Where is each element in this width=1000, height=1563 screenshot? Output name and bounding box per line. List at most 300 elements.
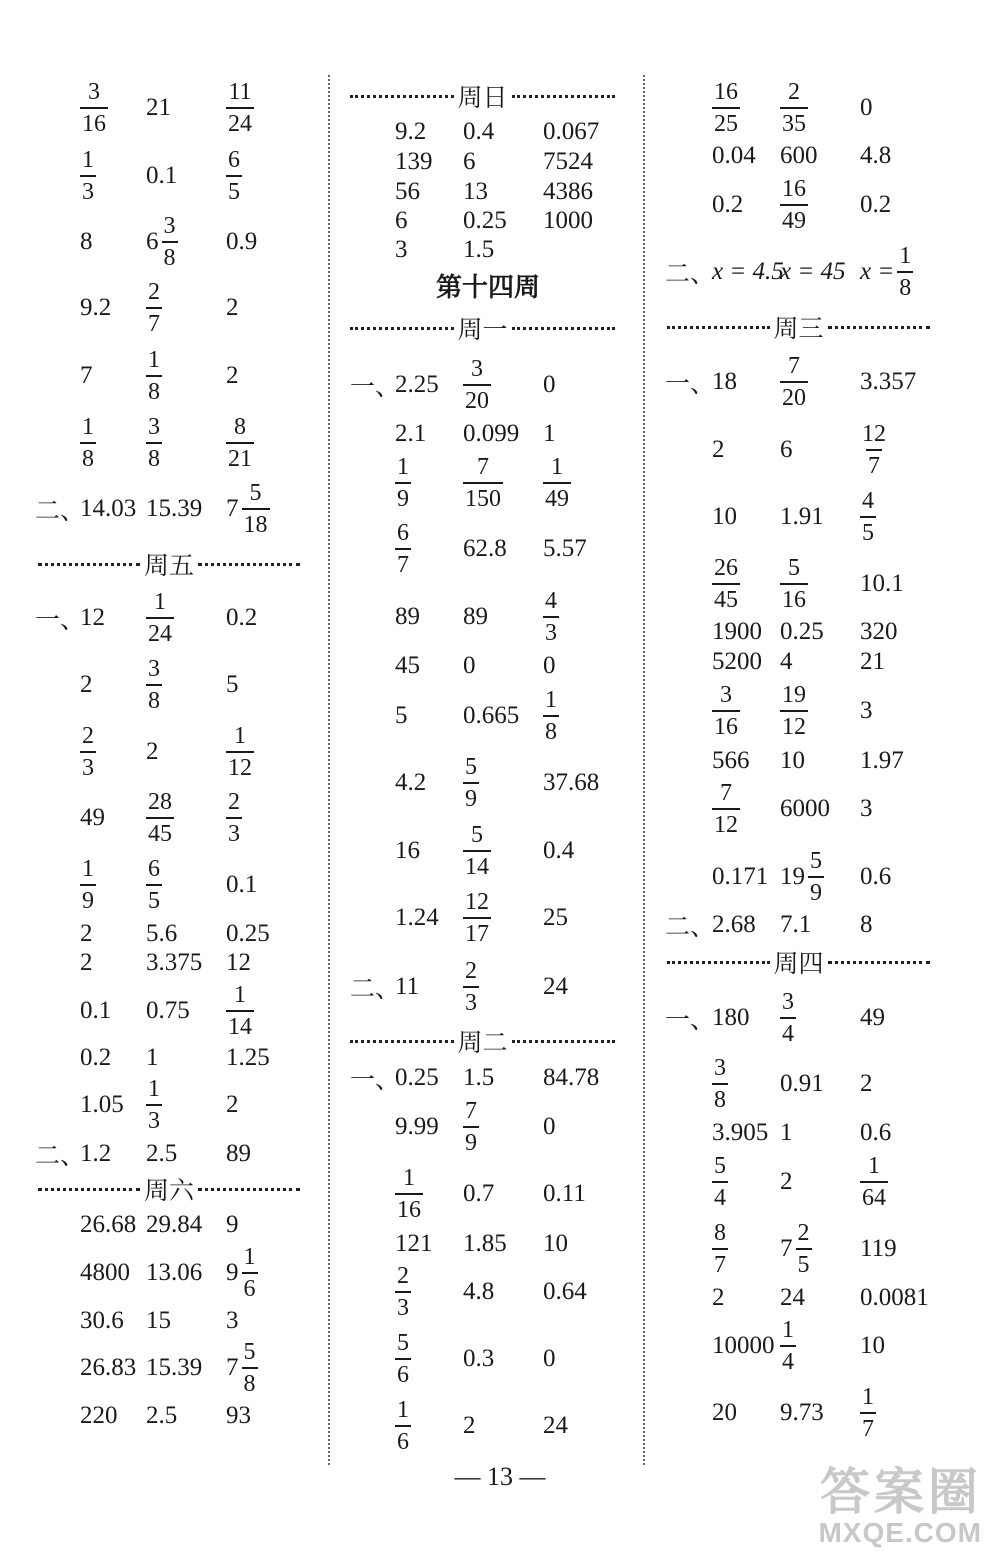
answer-value xyxy=(226,949,251,977)
answer-text: 0.2 xyxy=(80,1044,112,1071)
day-title: 周六 xyxy=(144,1178,195,1205)
answer-value xyxy=(80,724,96,780)
answer-text: 2.25 xyxy=(395,371,439,398)
answer-row xyxy=(0,408,320,478)
answer-text: 0.1 xyxy=(80,997,112,1024)
fraction-denominator: 8 xyxy=(80,442,96,471)
answer-text: 1900 xyxy=(712,618,762,645)
answer-text: 3 xyxy=(860,697,873,724)
answer-value xyxy=(463,1180,494,1208)
fraction xyxy=(395,1264,411,1320)
day-title: 周三 xyxy=(773,316,824,343)
answer-row xyxy=(0,341,320,411)
answer-value xyxy=(80,1211,136,1239)
answer-value xyxy=(860,570,904,598)
fraction-numerator: 12 xyxy=(465,889,489,915)
answer-text: 2.68 xyxy=(712,911,756,938)
answer-value xyxy=(780,142,818,170)
answer-value xyxy=(146,1044,159,1072)
fraction-numerator: 5 xyxy=(465,754,477,780)
answer-text: 2 xyxy=(80,920,93,947)
answer-text: 0.2 xyxy=(226,604,258,631)
answer-value xyxy=(860,1154,888,1210)
day-title: 周日 xyxy=(457,85,508,112)
fraction xyxy=(162,214,178,270)
fraction-numerator: 2 xyxy=(148,279,160,305)
fraction-numerator: 2 xyxy=(228,789,240,815)
answer-value xyxy=(712,1332,775,1360)
answer-text: 2 xyxy=(226,362,239,389)
fraction-numerator: 3 xyxy=(782,989,794,1015)
mixed-number-whole: 7 xyxy=(226,495,239,522)
answer-value xyxy=(712,1119,768,1147)
fraction-denominator: 3 xyxy=(80,751,96,780)
answer-text: 6000 xyxy=(780,795,830,822)
answer-value xyxy=(780,503,824,531)
answer-row xyxy=(333,1391,643,1461)
answer-text: 10000 xyxy=(712,1332,775,1359)
answer-value xyxy=(860,244,913,300)
fraction-numerator: 1 xyxy=(154,589,166,615)
fraction-numerator: 1 xyxy=(397,1397,409,1423)
answer-value xyxy=(860,142,891,170)
dotted-leader xyxy=(350,327,454,330)
answer-value xyxy=(543,1064,599,1092)
fraction-numerator: 1 xyxy=(551,454,563,480)
answer-text: 0.25 xyxy=(226,920,270,947)
answer-text: 21 xyxy=(860,648,885,675)
answer-value xyxy=(543,455,571,511)
answer-row xyxy=(0,783,320,853)
answer-value xyxy=(146,495,202,523)
section-label: 二、 xyxy=(665,914,716,941)
fraction-numerator: 7 xyxy=(477,454,489,480)
fraction-denominator: 8 xyxy=(897,271,913,300)
fraction-numerator: 16 xyxy=(782,176,806,202)
fraction-numerator: 5 xyxy=(714,1153,726,1179)
fraction xyxy=(860,1385,876,1441)
answer-text: 0 xyxy=(543,1113,556,1140)
day-title: 周四 xyxy=(773,951,824,978)
answer-value xyxy=(80,949,93,977)
answer-text: 3 xyxy=(395,236,408,263)
answer-text: 320 xyxy=(860,618,898,645)
answer-value xyxy=(395,1331,411,1387)
answer-text: 0.64 xyxy=(543,1278,587,1305)
answer-value xyxy=(395,1230,433,1258)
answer-value xyxy=(712,142,756,170)
answer-text: x = 45 xyxy=(780,258,846,285)
answer-value xyxy=(146,1354,202,1382)
answer-value xyxy=(226,671,239,699)
fraction xyxy=(463,823,491,879)
fraction-denominator: 7 xyxy=(860,1412,876,1441)
answer-value xyxy=(860,795,873,823)
answer-text: 15.39 xyxy=(146,1354,203,1381)
fraction xyxy=(395,1398,411,1454)
fraction-numerator: 2 xyxy=(797,1220,810,1246)
answer-row xyxy=(650,1147,1000,1217)
answer-text: 62.8 xyxy=(463,535,507,562)
fraction-numerator: 5 xyxy=(243,1339,256,1365)
answer-row xyxy=(650,774,1000,844)
fraction-numerator: 5 xyxy=(249,480,262,506)
fraction-numerator: 1 xyxy=(82,414,94,440)
dotted-leader xyxy=(828,961,931,964)
fraction xyxy=(80,724,96,780)
answer-value xyxy=(146,348,162,404)
fraction-numerator: 12 xyxy=(862,421,886,447)
answer-text: 24 xyxy=(780,1284,805,1311)
fraction-denominator: 4 xyxy=(780,1017,796,1046)
answer-text: 21 xyxy=(146,94,171,121)
answer-text: 0 xyxy=(543,652,556,679)
answer-row xyxy=(650,1311,1000,1381)
answer-value xyxy=(80,1307,124,1335)
fraction xyxy=(146,348,162,404)
answer-text: 93 xyxy=(226,1402,251,1429)
answer-value xyxy=(146,94,171,122)
answer-value xyxy=(712,1399,737,1427)
answer-text: 10 xyxy=(543,1230,568,1257)
answer-value xyxy=(395,652,420,680)
answer-row xyxy=(0,73,320,143)
answer-value xyxy=(146,738,159,766)
answer-row xyxy=(0,207,320,277)
fraction-numerator: 3 xyxy=(471,356,483,382)
answer-value xyxy=(780,1318,796,1374)
answer-text: 3.375 xyxy=(146,949,203,976)
fraction-numerator: 2 xyxy=(397,1263,409,1289)
answer-value xyxy=(860,1332,885,1360)
answer-value xyxy=(226,415,254,471)
answer-value xyxy=(543,1180,586,1208)
fraction xyxy=(146,790,174,846)
day-title: 周五 xyxy=(144,553,195,580)
answer-text: 121 xyxy=(395,1230,433,1257)
answer-text: 30.6 xyxy=(80,1307,124,1334)
fraction xyxy=(897,244,913,300)
answer-text: 10.1 xyxy=(860,570,904,597)
answer-text: 0.6 xyxy=(860,863,892,890)
section-label: 一、 xyxy=(350,374,401,401)
answer-value xyxy=(860,1070,873,1098)
fraction-denominator: 9 xyxy=(80,884,96,913)
section-label: 一、 xyxy=(35,607,86,634)
answer-value xyxy=(463,1345,494,1373)
fraction-denominator: 21 xyxy=(226,442,254,471)
answer-row xyxy=(333,816,643,886)
answer-value xyxy=(543,371,556,399)
answer-text: 37.68 xyxy=(543,769,600,796)
fraction xyxy=(146,657,162,713)
answer-value xyxy=(226,80,254,136)
fraction-denominator: 4 xyxy=(712,1181,728,1210)
answer-value xyxy=(463,652,476,680)
answer-value xyxy=(80,1140,111,1168)
fraction-numerator: 2 xyxy=(788,79,800,105)
answer-text: 1000 xyxy=(543,207,593,234)
answer-value xyxy=(860,94,873,122)
answer-value xyxy=(780,990,796,1046)
answer-value xyxy=(860,1119,891,1147)
answer-value xyxy=(395,769,426,797)
answer-text: 0.4 xyxy=(463,118,495,145)
answer-text: 56 xyxy=(395,178,420,205)
fraction-denominator: 3 xyxy=(543,616,559,645)
answer-value xyxy=(543,1412,568,1440)
answer-text: 2.1 xyxy=(395,420,427,447)
answer-value xyxy=(80,362,93,390)
answer-row xyxy=(650,482,1000,552)
answer-text: 5.57 xyxy=(543,535,587,562)
answer-text: 45 xyxy=(395,652,420,679)
answer-value xyxy=(395,702,408,730)
answer-value xyxy=(712,648,762,676)
answer-text: 0.2 xyxy=(860,191,892,218)
answer-text: 10 xyxy=(860,1332,885,1359)
answer-value xyxy=(712,368,737,396)
answer-text: 4.8 xyxy=(860,142,892,169)
answer-value xyxy=(80,1402,118,1430)
answer-value xyxy=(80,804,105,832)
answer-text: 9.73 xyxy=(780,1399,824,1426)
dotted-leader xyxy=(667,961,770,964)
dotted-leader xyxy=(828,326,931,329)
fraction-numerator: 8 xyxy=(714,1220,726,1246)
answer-value xyxy=(463,455,503,511)
fraction-numerator: 3 xyxy=(88,79,100,105)
fraction-numerator: 19 xyxy=(782,682,806,708)
answer-value xyxy=(395,1113,439,1141)
answer-text: 20 xyxy=(712,1399,737,1426)
fraction-numerator: 1 xyxy=(782,1317,794,1343)
answer-value xyxy=(463,420,519,448)
answer-text: 4386 xyxy=(543,178,593,205)
fraction xyxy=(860,489,876,545)
answer-text: 2 xyxy=(712,1284,725,1311)
answer-text: 26.68 xyxy=(80,1211,137,1238)
answer-text: 0.067 xyxy=(543,118,600,145)
fraction-denominator: 5 xyxy=(226,175,242,204)
fraction-denominator: 8 xyxy=(146,684,162,713)
watermark-logo xyxy=(818,1464,982,1549)
answer-value xyxy=(226,871,257,899)
fraction-denominator: 3 xyxy=(80,175,96,204)
dotted-leader xyxy=(667,326,770,329)
answer-row xyxy=(650,347,1000,417)
answer-value xyxy=(80,671,93,699)
answer-value xyxy=(712,1284,725,1312)
answer-value xyxy=(226,362,239,390)
answer-value xyxy=(860,911,873,939)
fraction-numerator: 16 xyxy=(714,79,738,105)
answer-text: 1.5 xyxy=(463,1064,495,1091)
fraction xyxy=(226,148,242,204)
answer-row xyxy=(0,273,320,343)
answer-value xyxy=(543,904,568,932)
answer-text: 6 xyxy=(780,436,793,463)
answer-text: 1.05 xyxy=(80,1091,124,1118)
answer-value xyxy=(780,354,808,410)
answer-text: 0.04 xyxy=(712,142,756,169)
section-label: 二、 xyxy=(35,498,86,525)
answer-text: 1 xyxy=(146,1044,159,1071)
answer-value xyxy=(543,688,559,744)
answer-text: 2 xyxy=(712,436,725,463)
answer-text: 24 xyxy=(543,1412,568,1439)
answer-row xyxy=(333,448,643,518)
answer-text: 89 xyxy=(463,603,488,630)
fraction-numerator: 4 xyxy=(545,588,557,614)
answer-text: 0 xyxy=(463,652,476,679)
answer-value xyxy=(226,790,242,846)
section-label: 二、 xyxy=(35,1143,86,1170)
answer-value xyxy=(146,1259,202,1287)
fraction-denominator: 3 xyxy=(463,986,479,1015)
fraction-numerator: 1 xyxy=(862,1384,874,1410)
answer-text: 5.6 xyxy=(146,920,178,947)
answer-text: 3.905 xyxy=(712,1119,769,1146)
answer-value xyxy=(226,604,257,632)
answer-text: 12 xyxy=(80,604,105,631)
answer-row xyxy=(650,415,1000,485)
answer-text: 18 xyxy=(712,368,737,395)
answer-value xyxy=(543,652,556,680)
answer-text: 13 xyxy=(463,178,488,205)
answer-text: x = 4.5 xyxy=(712,258,784,285)
answer-text: 0.0081 xyxy=(860,1284,929,1311)
answer-text: 2 xyxy=(780,1168,793,1195)
fraction-numerator: 1 xyxy=(545,687,557,713)
answer-text: 10 xyxy=(712,503,737,530)
fraction-denominator: 64 xyxy=(860,1181,888,1210)
fraction-denominator: 8 xyxy=(543,715,559,744)
answer-row xyxy=(650,237,1000,307)
answer-value xyxy=(226,481,270,537)
answer-text: 13.06 xyxy=(146,1259,203,1286)
answer-text: 600 xyxy=(780,142,818,169)
answer-text: 9.99 xyxy=(395,1113,439,1140)
answer-text: 2 xyxy=(860,1070,873,1097)
answer-text: 2 xyxy=(80,949,93,976)
answer-text: 16 xyxy=(395,837,420,864)
answer-value xyxy=(780,436,793,464)
answer-text: 0.25 xyxy=(395,1064,439,1091)
fraction-denominator: 8 xyxy=(146,375,162,404)
fraction xyxy=(463,455,503,511)
answer-value xyxy=(226,1402,251,1430)
fraction-denominator: 16 xyxy=(712,710,740,739)
answer-value xyxy=(780,795,830,823)
answer-value xyxy=(463,1099,479,1155)
answer-value xyxy=(226,724,254,780)
answer-value xyxy=(780,911,811,939)
answer-text: 0.1 xyxy=(146,162,178,189)
answer-text: 2 xyxy=(226,294,239,321)
fraction-numerator: 5 xyxy=(788,555,800,581)
fraction-denominator: 24 xyxy=(146,617,174,646)
fraction-denominator: 5 xyxy=(860,516,876,545)
answer-value xyxy=(226,1091,239,1119)
answer-text: 25 xyxy=(543,904,568,931)
fraction-numerator: 2 xyxy=(465,958,477,984)
fraction-denominator: 7 xyxy=(866,449,882,478)
answer-text: 180 xyxy=(712,1004,750,1031)
fraction-denominator: 24 xyxy=(226,107,254,136)
fraction-numerator: 5 xyxy=(810,848,822,874)
answer-value xyxy=(860,747,904,775)
answer-value xyxy=(712,863,768,891)
answer-text: 89 xyxy=(395,603,420,630)
answer-value xyxy=(463,755,479,811)
answer-text: 0.9 xyxy=(226,228,258,255)
fraction-denominator: 16 xyxy=(80,107,108,136)
answer-row xyxy=(0,1381,320,1451)
fraction-denominator: 4 xyxy=(780,1345,796,1374)
answer-value xyxy=(146,1140,177,1168)
answer-text: 5 xyxy=(395,702,408,729)
fraction-denominator: 6 xyxy=(395,1425,411,1454)
fraction-denominator: 9 xyxy=(463,1126,479,1155)
fraction-denominator: 5 xyxy=(146,884,162,913)
fraction-denominator: 14 xyxy=(463,850,491,879)
fraction-numerator: 3 xyxy=(163,213,176,239)
answer-value xyxy=(226,228,257,256)
fraction-numerator: 6 xyxy=(148,856,160,882)
fraction-denominator: 8 xyxy=(162,241,178,270)
answer-text: 0.7 xyxy=(463,1180,495,1207)
fraction-denominator: 49 xyxy=(543,482,571,511)
fraction-numerator: 1 xyxy=(899,243,912,269)
fraction-denominator: 9 xyxy=(463,782,479,811)
answer-value xyxy=(80,80,108,136)
answer-text: 5200 xyxy=(712,648,762,675)
answer-value xyxy=(860,489,876,545)
answer-text: 84.78 xyxy=(543,1064,600,1091)
fraction-numerator: 7 xyxy=(720,780,732,806)
answer-value xyxy=(463,1230,507,1258)
answer-value xyxy=(860,368,916,396)
fraction xyxy=(543,688,559,744)
answer-value xyxy=(395,420,426,448)
answer-text: 7 xyxy=(80,362,93,389)
fraction-denominator: 7 xyxy=(395,548,411,577)
answer-row xyxy=(0,474,320,544)
answer-value xyxy=(146,590,174,646)
answer-value xyxy=(226,1044,270,1072)
answer-value xyxy=(860,1284,929,1312)
answer-value xyxy=(80,604,105,632)
answer-text: 1.2 xyxy=(80,1140,112,1167)
answer-text: 10 xyxy=(780,747,805,774)
answer-value xyxy=(463,823,491,879)
fraction-numerator: 1 xyxy=(82,856,94,882)
fraction-numerator: 1 xyxy=(82,147,94,173)
answer-text: 1.24 xyxy=(395,904,439,931)
fraction-numerator: 5 xyxy=(397,1330,409,1356)
fraction xyxy=(780,177,808,233)
fraction xyxy=(463,1099,479,1155)
answer-text: 0.171 xyxy=(712,863,769,890)
answer-text: 0.11 xyxy=(543,1180,586,1207)
answer-value xyxy=(860,697,873,725)
answer-value xyxy=(80,1044,111,1072)
answer-text: 11 xyxy=(395,973,420,1000)
fraction xyxy=(780,354,808,410)
column-divider xyxy=(643,75,645,1465)
fraction xyxy=(226,790,242,846)
